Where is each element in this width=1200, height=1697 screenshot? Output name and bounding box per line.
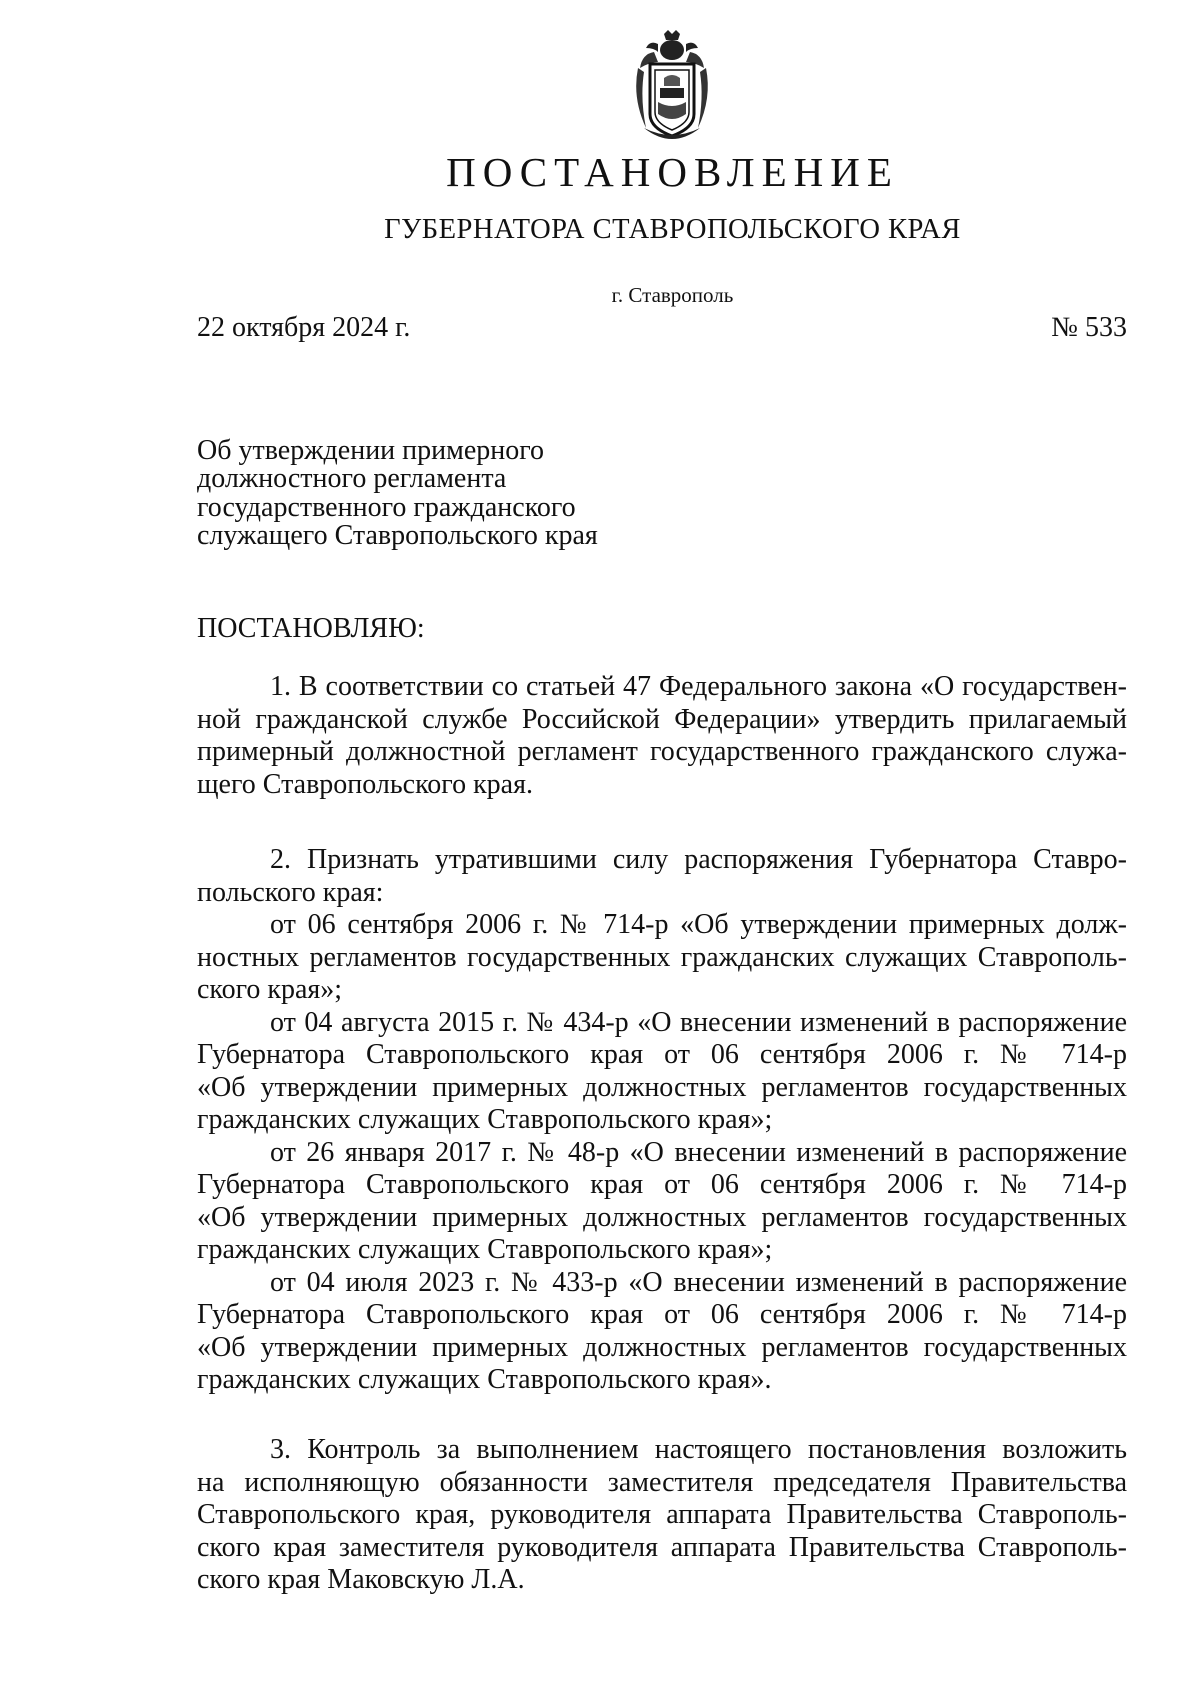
text-line: от 04 июля 2023 г. № 433-р «О внесении изменений в распоряжение [270,1266,1127,1298]
document-date: 22 октября 2024 г. [197,312,411,343]
text-line: гражданских служащих Ставропольского края»; [197,1104,773,1135]
text-line: ского края заместителя руководителя аппарата Правительства Ставрополь- [197,1531,1127,1563]
text-line: гражданских служащих Ставропольского края»; [197,1234,773,1265]
subject-line: Об утверждении примерного [197,435,545,466]
text-line: гражданских служащих Ставропольского края». [197,1364,772,1395]
subject-line: должностного регламента [197,463,507,495]
text-line: от 26 января 2017 г. № 48-р «О внесении изменений в распоряжение [270,1136,1127,1168]
text-line: «Об утверждении примерных должностных регламентов государственных [197,1331,1127,1363]
section-3 [197,1434,1127,1597]
text-line: 3. Контроль за выполнением настоящего постановления возложить [270,1434,1127,1465]
text-line: ского края»; [197,974,343,1005]
text-line: ского края Маковскую Л.А. [197,1564,525,1595]
subject-line: государственного гражданского [197,491,576,523]
section-2 [197,844,1127,1397]
city-name: г. Ставрополь [611,283,734,307]
section-1 [197,671,1127,801]
issuer-heading: ГУБЕРНАТОРА СТАВРОПОЛЬСКОГО КРАЯ [384,214,961,245]
coat-of-arms-icon [628,28,716,148]
text-line: от 06 сентября 2006 г. № 714-р «Об утверждении примерных долж- [270,909,1127,940]
document-number: № 533 [1051,312,1127,343]
text-line: 2. Признать утратившими силу распоряжения Губернатора Ставро- [270,844,1127,875]
document-subject [197,437,598,550]
text-line: щего Ставропольского края. [197,768,533,800]
decree-word: ПОСТАНОВЛЯЮ: [197,613,425,644]
text-line: примерный должностной регламент государственного гражданского служа- [197,736,1127,767]
subject-line: служащего Ставропольского края [197,519,598,551]
text-line: ностных регламентов государственных гражданских служащих Ставрополь- [197,941,1127,973]
text-line: «Об утверждении примерных должностных регламентов государственных [197,1201,1127,1233]
text-line: Губернатора Ставропольского края от 06 сентября 2006 г. № 714-р [197,1169,1127,1200]
text-line: 1. В соответствии со статьей 47 Федерального закона «О государствен- [270,671,1127,702]
text-line: «Об утверждении примерных должностных регламентов государственных [197,1071,1127,1103]
text-line: польского края: [197,876,384,908]
text-line: на исполняющую обязанности заместителя председателя Правительства [197,1466,1127,1498]
text-line: от 04 августа 2015 г. № 434-р «О внесении изменений в распоряжение [270,1006,1127,1038]
text-line: Губернатора Ставропольского края от 06 сентября 2006 г. № 714-р [197,1299,1127,1330]
text-line: ной гражданской службе Российской Федерации» утвердить прилагаемый [197,703,1127,735]
text-line: Ставропольского края, руководителя аппарата Правительства Ставрополь- [197,1499,1127,1530]
text-line: Губернатора Ставропольского края от 06 сентября 2006 г. № 714-р [197,1039,1127,1070]
document-title: ПОСТАНОВЛЕНИЕ [446,149,899,195]
